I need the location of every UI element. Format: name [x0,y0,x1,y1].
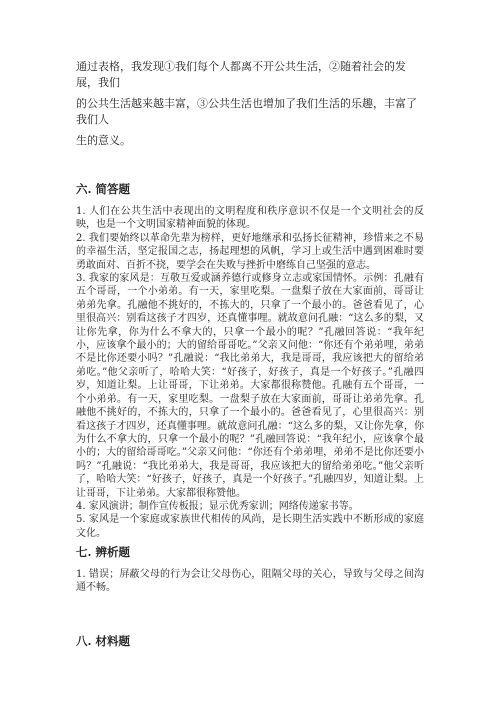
answer-item: 1. 错误；屏蔽父母的行为会让父母伤心，阻隔父母的关心，导致与父母之间沟通不畅。 [76,569,424,594]
intro-line-3: 生的意义。 [76,134,131,147]
section-6-heading: 六. 简答题 [76,182,131,196]
section-7-heading: 七. 辨析题 [76,545,131,559]
intro-line-2: 的公共生活越来越丰富，③公共生活也增加了我们生活的乐趣，丰富了我们人 [76,97,417,126]
section-7-answers [76,568,424,595]
section-8-heading: 八. 材料题 [76,634,131,648]
section-6-answers [76,205,424,540]
answer-item: 3. 我家的家风是：互敬互爱或涵养德行或修身立志或家国情怀。示例：孔融有五个哥哥，一个小弟弟。有一天，家里吃梨。一盘梨子放在大家面前，哥哥让弟弟先拿。孔融他不挑好的，不拣大的，只拿了一个最小的。爸爸看见了，心里很高兴：别看这孩子才四岁，还真懂事哩。就故意问孔融：“这么多的梨，又让你先拿，你为什么不拿大的，只拿一个最小的呢？”孔融回答说：“我年纪小，应该拿个最小的；大的留给哥哥吃。”父亲又问他：“你还有个弟弟哩，弟弟不是比你还要小吗？”孔融说：“我比弟弟大，我是哥哥，我应该把大的留给弟弟吃。”他父亲听了，哈哈大笑：“好孩子，好孩子，真是一个好孩子。”孔融四岁，知道让梨。上让哥哥，下让弟弟。大家都很称赞他。孔融有五个哥哥，一个小弟弟。有一天，家里吃梨。一盘梨子放在大家面前，哥哥让弟弟先拿。孔融他不挑好的，不拣大的，只拿了一个最小的。爸爸看见了，心里很高兴：别看这孩子才四岁，还真懂事哩。就故意问孔融：“这么多的梨，又让你先拿，你为什么不拿大的，只拿一个最小的呢？”孔融回答说：“我年纪小，应该拿个最小的；大的留给哥哥吃。”父亲又问他：“你还有个弟弟哩，弟弟不是比你还要小吗？”孔融说：“我比弟弟大，我是哥哥，我应该把大的留给弟弟吃。”他父亲听了，哈哈大笑：“好孩子，好孩子，真是一个好孩子。”孔融四岁，知道让梨。上让哥哥，下让弟弟。大家都很称赞他。 [76,273,424,499]
answer-item: 1. 人们在公共生活中表现出的文明程度和秩序意识不仅是一个文明社会的反映，也是一个文明国家精神面貌的体现。 [76,206,424,231]
intro-line-1: 通过表格，我发现①我们每个人都离不开公共生活，②随着社会的发展，我们 [76,60,406,89]
answer-item: 2. 我们要始终以革命先辈为榜样，更好地继承和弘扬长征精神，珍惜来之不易的幸福生活，坚定报国之志，扬起理想的风帆，学习上或生活中遇到困难时要勇敢面对、百折不挠，要学会在失败与挫折中磨练自己坚强的意志。 [76,232,424,271]
answer-item: 5. 家风是一个家庭或家族世代相传的风尚，是长期生活实践中不断形成的家庭文化。 [76,514,424,539]
answer-item: 4. 家风演讲；制作宣传板报；显示优秀家训；网络传递家书等。 [76,500,359,512]
